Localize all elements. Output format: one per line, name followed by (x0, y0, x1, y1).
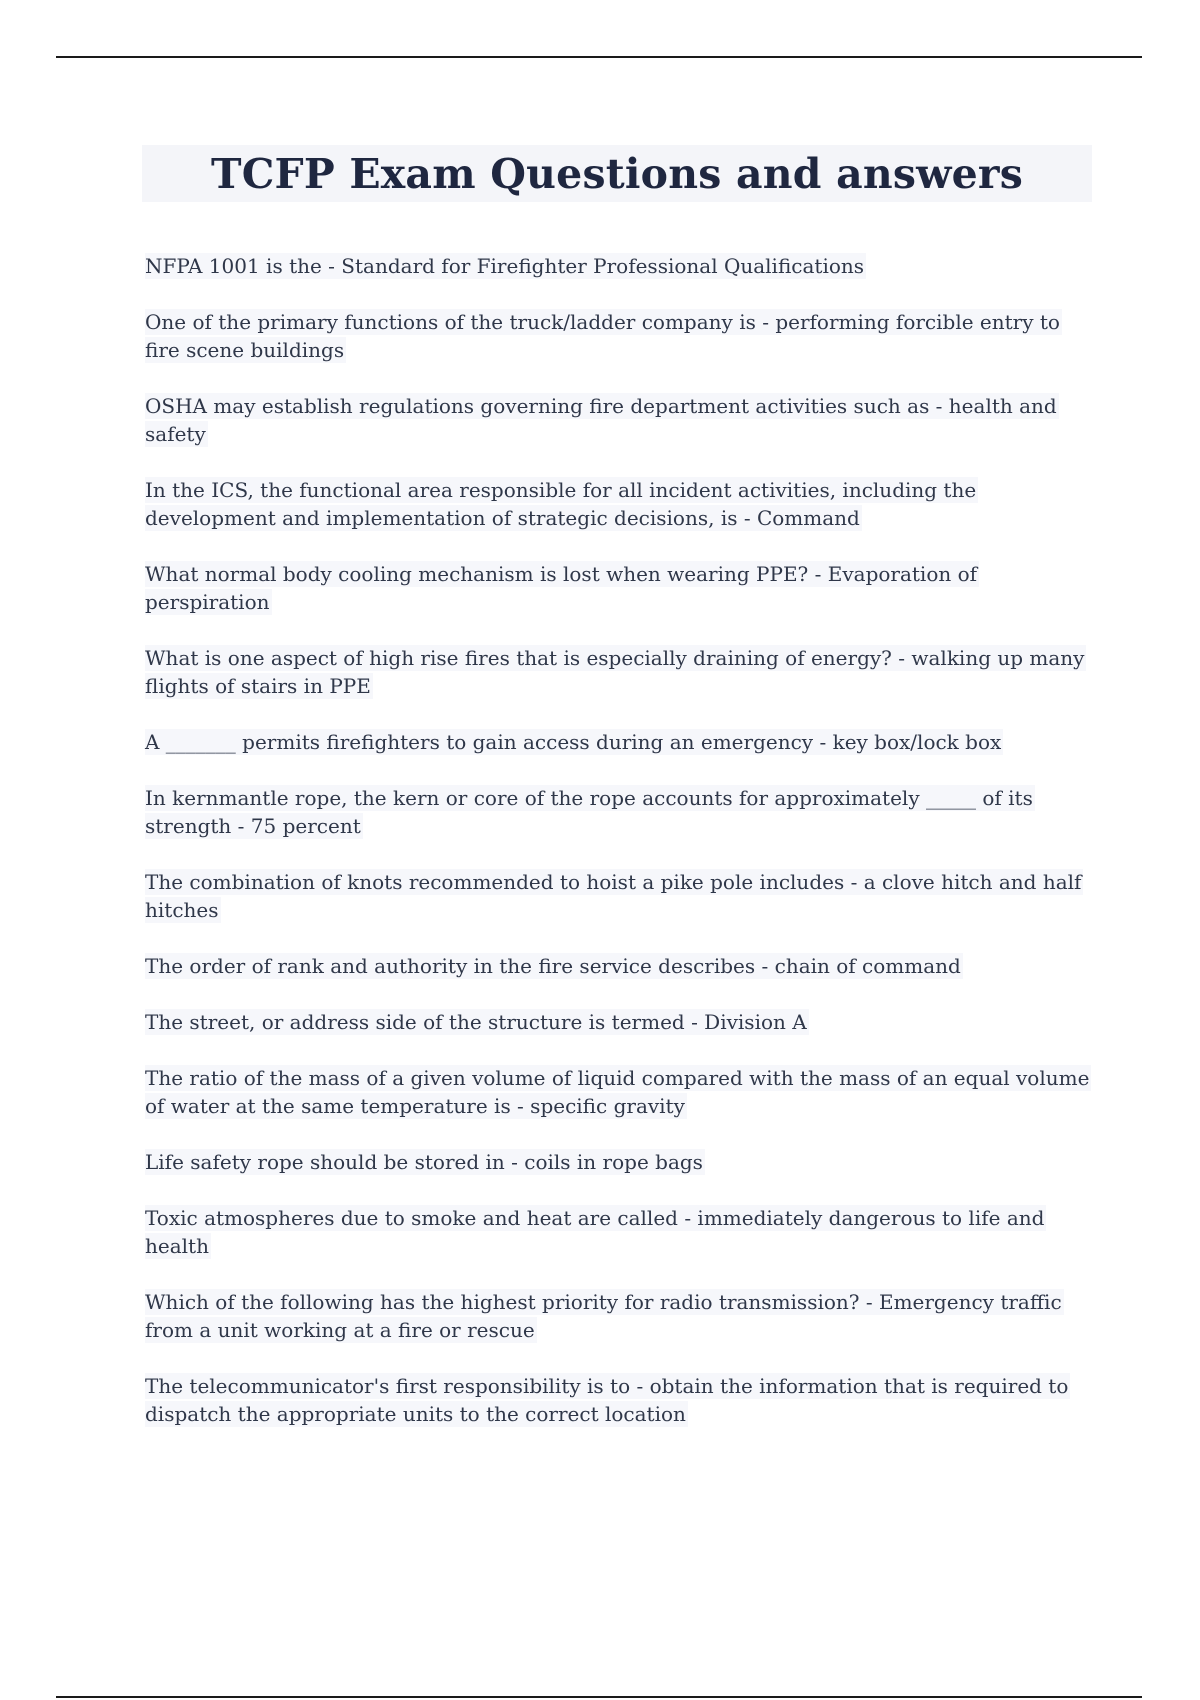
qa-item (145, 784, 1095, 840)
qa-item (145, 1008, 1095, 1036)
qa-text: OSHA may establish regulations governing fire department activities such as - health and safety (145, 394, 1057, 446)
qa-item (145, 868, 1095, 924)
qa-text: The combination of knots recommended to hoist a pike pole includes - a clove hitch and half hitches (145, 870, 1082, 922)
qa-text: What is one aspect of high rise fires that is especially draining of energy? - walking up many flights of stairs in PPE (145, 646, 1085, 698)
qa-item (145, 252, 1095, 280)
qa-text: Life safety rope should be stored in - coils in rope bags (145, 1150, 703, 1174)
qa-text: In kernmantle rope, the kern or core of the rope accounts for approximately _____ of its strength - 75 percent (145, 786, 1033, 838)
qa-item (145, 1372, 1095, 1428)
bottom-rule (56, 1696, 1142, 1698)
qa-text: Toxic atmospheres due to smoke and heat are called - immediately dangerous to life and health (145, 1206, 1045, 1258)
qa-item (145, 1148, 1095, 1176)
qa-item (145, 644, 1095, 700)
qa-text: NFPA 1001 is the - Standard for Firefighter Professional Qualifications (145, 254, 865, 278)
qa-item (145, 1288, 1095, 1344)
qa-text: The telecommunicator's first responsibility is to - obtain the information that is required to dispatch the appropriate units to the correct location (145, 1374, 1069, 1426)
qa-item (145, 476, 1095, 532)
title-banner (142, 145, 1092, 202)
qa-text: Which of the following has the highest priority for radio transmission? - Emergency traffic from a unit working at a fire or rescue (145, 1290, 1062, 1342)
qa-item (145, 952, 1095, 980)
qa-text: The street, or address side of the structure is termed - Division A (145, 1010, 807, 1034)
qa-text: One of the primary functions of the truck/ladder company is - performing forcible entry to fire scene buildings (145, 310, 1060, 362)
qa-text: In the ICS, the functional area responsible for all incident activities, including the development and implementation of strategic decisions, is - Command (145, 478, 977, 530)
qa-item (145, 728, 1095, 756)
qa-text: A _______ permits firefighters to gain access during an emergency - key box/lock box (145, 730, 1002, 754)
qa-item (145, 1064, 1095, 1120)
qa-item (145, 1204, 1095, 1260)
qa-item (145, 392, 1095, 448)
qa-item (145, 308, 1095, 364)
qa-list (145, 252, 1095, 1456)
qa-text: What normal body cooling mechanism is lost when wearing PPE? - Evaporation of perspiration (145, 562, 978, 614)
qa-text: The ratio of the mass of a given volume of liquid compared with the mass of an equal volume of water at the same temperature is - specific gravity (145, 1066, 1090, 1118)
qa-item (145, 560, 1095, 616)
qa-text: The order of rank and authority in the fire service describes - chain of command (145, 954, 961, 978)
top-rule (56, 56, 1142, 58)
page-title: TCFP Exam Questions and answers (210, 149, 1024, 198)
